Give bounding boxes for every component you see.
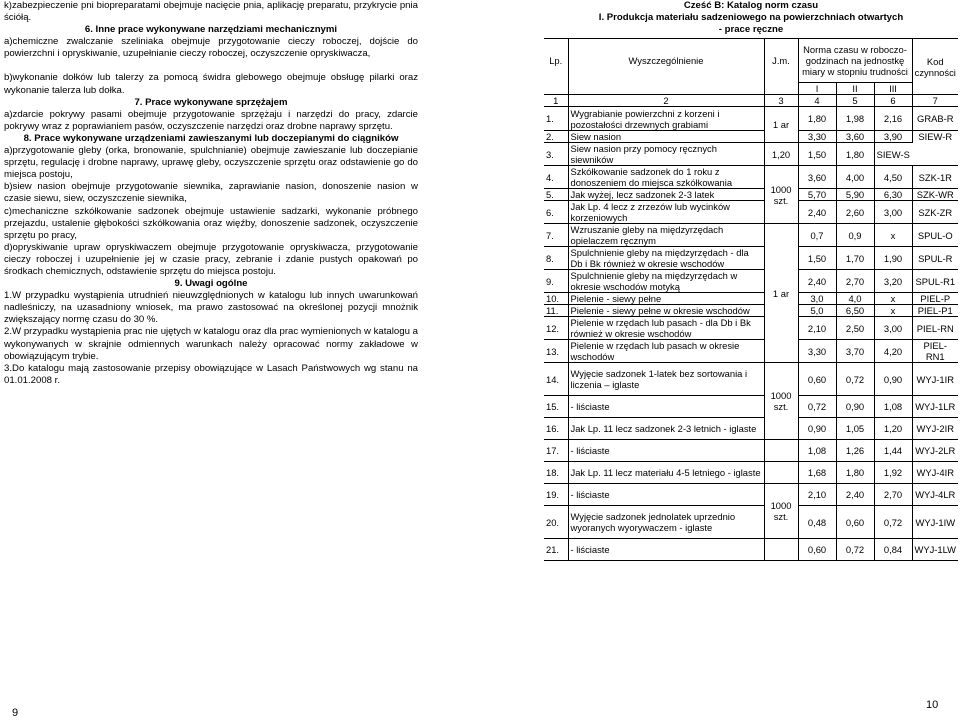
row-grade-3: 6,30 xyxy=(874,189,912,201)
row-grade-1: 0,72 xyxy=(798,396,836,418)
header-num-5: 5 xyxy=(836,95,874,107)
row-lp: 4. xyxy=(544,166,568,189)
row-grade-3: 0,90 xyxy=(874,363,912,396)
row-code: SZK-ZR xyxy=(912,201,958,224)
table-row xyxy=(544,418,958,440)
header-num-6: 6 xyxy=(874,95,912,107)
row-grade-3: x xyxy=(874,224,912,247)
row-grade-2: 2,60 xyxy=(836,201,874,224)
row-lp: 18. xyxy=(544,462,568,484)
header-grade-2: II xyxy=(836,83,874,95)
row-grade-2: 4,00 xyxy=(836,166,874,189)
row-description: Spulchnienie gleby na międzyrzędach w okresie wschodów motyką xyxy=(568,270,764,293)
item-marker: 3. xyxy=(4,362,13,374)
row-code: WYJ-1LR xyxy=(912,396,958,418)
row-grade-1: 3,30 xyxy=(798,340,836,363)
table-row xyxy=(544,462,958,484)
row-lp: 7. xyxy=(544,224,568,247)
row-grade-3: 2,70 xyxy=(874,484,912,506)
row-grade-1: 1,80 xyxy=(798,107,836,131)
row-grade-2: 5,90 xyxy=(836,189,874,201)
row-grade-1: 1,20 xyxy=(764,143,798,166)
table-row xyxy=(544,396,958,418)
row-grade-3: 3,90 xyxy=(874,131,912,143)
row-grade-1: 1,50 xyxy=(798,247,836,270)
table-row xyxy=(544,317,958,340)
item-text: W przypadku wystąpienia prac nie ujętych w katalogu oraz dla prac wymienionych w katalogu a wykonywanych w skrajnie odmiennych warunkach należy opracować normy zakładowe w obowiązującym trybie. xyxy=(4,326,418,362)
row-description: Jak Lp. 11 lecz sadzonek 2-3 letnich - iglaste xyxy=(568,418,764,440)
header-norm: Norma czasu w roboczo-godzinach na jednostkę miary w stopniu trudności xyxy=(798,39,912,83)
item-marker: b) xyxy=(4,72,13,84)
row-description: Spulchnienie gleby na międzyrzędach - dla Db i Bk również w okresie wschodów xyxy=(568,247,764,270)
paragraph xyxy=(4,109,418,133)
left-column-text xyxy=(4,0,418,387)
item-marker: d) xyxy=(4,241,13,253)
item-marker: a) xyxy=(4,108,13,120)
row-unit: 1000 szt. xyxy=(764,363,798,440)
table-row xyxy=(544,270,958,293)
row-grade-2: 3,60 xyxy=(836,131,874,143)
row-code: WYJ-2IR xyxy=(912,418,958,440)
row-grade-2: 0,9 xyxy=(836,224,874,247)
paragraph xyxy=(4,0,418,24)
row-description: Jak wyżej, lecz sadzonek 2-3 latek xyxy=(568,189,764,201)
row-code: SIEW-S xyxy=(874,143,912,166)
item-text: przygotowanie gleby (orka, bronowanie, spulchnianie) obejmuje zawieszanie lub doczepianie sprzętu, regulację i drobne naprawy, uprawę gleby, oczyszczenie sprzętu oraz odstawienie go do miejsca postoju, xyxy=(4,145,418,181)
header-kod: Kod czynności xyxy=(912,39,958,95)
row-grade-3: 4,50 xyxy=(874,166,912,189)
row-grade-1: 2,40 xyxy=(798,270,836,293)
item-marker: k) xyxy=(4,0,12,11)
row-code: SZK-WR xyxy=(912,189,958,201)
row-lp: 12. xyxy=(544,317,568,340)
row-unit xyxy=(764,539,798,561)
header-num-4: 4 xyxy=(798,95,836,107)
table-row xyxy=(544,224,958,247)
row-unit xyxy=(764,440,798,462)
row-grade-1: 3,60 xyxy=(798,166,836,189)
row-description: Siew nasion przy pomocy ręcznych siewników xyxy=(568,143,764,166)
page-number-right: 10 xyxy=(926,699,939,711)
paragraph xyxy=(4,290,418,326)
row-lp: 5. xyxy=(544,189,568,201)
table-row xyxy=(544,131,958,143)
table-row xyxy=(544,484,958,506)
header-grade-3: III xyxy=(874,83,912,95)
row-lp: 9. xyxy=(544,270,568,293)
row-description: Jak Lp. 4 lecz z zrzezów lub wycinków korzeniowych xyxy=(568,201,764,224)
row-grade-3: 1,20 xyxy=(874,418,912,440)
item-marker: c) xyxy=(4,205,12,217)
paragraph xyxy=(4,181,418,205)
row-description: Pielenie w rzędach lub pasach - dla Db i Bk również w okresie wschodów xyxy=(568,317,764,340)
row-lp: 11. xyxy=(544,305,568,317)
row-grade-1: 3,0 xyxy=(798,293,836,305)
header-jm: J.m. xyxy=(764,39,798,83)
row-lp: 16. xyxy=(544,418,568,440)
paragraph xyxy=(4,72,418,96)
section-heading: 8. Prace wykonywane urządzeniami zawieszanymi lub doczepianymi do ciągników xyxy=(23,132,399,144)
row-code: WYJ-4IR xyxy=(912,462,958,484)
item-marker: b) xyxy=(4,181,13,193)
paragraph xyxy=(4,326,418,362)
table-row xyxy=(544,166,958,189)
row-grade-2: 2,70 xyxy=(836,270,874,293)
row-grade-1: 2,10 xyxy=(798,317,836,340)
row-grade-1: 3,30 xyxy=(798,131,836,143)
item-text: Do katalogu mają zastosowanie przepisy obowiązujące w Lasach Państwowych wg stanu na 01.01.2008 r. xyxy=(4,362,418,386)
row-grade-2: 2,50 xyxy=(836,317,874,340)
item-text: zabezpieczenie pni biopreparatami obejmuje nacięcie pnia, aplikację preparatu, przykrycie pnia ściółą. xyxy=(4,0,418,24)
row-code: SPUL-O xyxy=(912,224,958,247)
row-grade-3: 3,00 xyxy=(874,317,912,340)
row-description: Wyjęcie sadzonek jednolatek uprzednio wyoranych wyorywaczem - iglaste xyxy=(568,506,764,539)
header-lp: Lp. xyxy=(544,39,568,83)
row-code: PIEL-P1 xyxy=(912,305,958,317)
row-description: Siew nasion xyxy=(568,131,764,143)
row-grade-3: 3,20 xyxy=(874,270,912,293)
row-lp: 17. xyxy=(544,440,568,462)
item-marker: 2. xyxy=(4,326,13,338)
row-code: PIEL-P xyxy=(912,293,958,305)
row-lp: 21. xyxy=(544,539,568,561)
row-grade-1: 0,90 xyxy=(798,418,836,440)
row-grade-3: x xyxy=(874,305,912,317)
table-row xyxy=(544,340,958,363)
catalog-subtitle-2: - prace ręczne xyxy=(718,24,784,35)
section-heading: 9. Uwagi ogólne xyxy=(174,278,248,290)
item-marker: 1. xyxy=(4,290,13,302)
table-row xyxy=(544,189,958,201)
row-code: SIEW-R xyxy=(912,131,958,143)
item-marker: a) xyxy=(4,36,13,48)
row-lp: 19. xyxy=(544,484,568,506)
row-grade-2: 1,50 xyxy=(798,143,836,166)
row-grade-3: 1,80 xyxy=(836,143,874,166)
row-grade-1: 0,48 xyxy=(798,506,836,539)
row-grade-1: 1,68 xyxy=(798,462,836,484)
row-grade-1: 5,0 xyxy=(798,305,836,317)
table-row xyxy=(544,293,958,305)
header-num-1: 1 xyxy=(544,95,568,107)
header-num-7: 7 xyxy=(912,95,958,107)
row-grade-2: 4,0 xyxy=(836,293,874,305)
row-description: - liściaste xyxy=(568,440,764,462)
item-text: zdarcie pokrywy pasami obejmuje przygotowanie sprzężaju i narzędzi do pracy, zdarcie pokrywy wraz z poprawianiem pasów, oczyszczenie narzędzi oraz drobne naprawy sprzętu. xyxy=(4,108,418,132)
row-grade-1: 2,10 xyxy=(798,484,836,506)
table-row xyxy=(544,247,958,270)
row-description: Szkółkowanie sadzonek do 1 roku z donoszeniem do miejsca szkółkowania xyxy=(568,166,764,189)
row-description: - liściaste xyxy=(568,396,764,418)
table-row xyxy=(544,305,958,317)
table-row xyxy=(544,506,958,539)
row-lp: 6. xyxy=(544,201,568,224)
row-unit: 1000 szt. xyxy=(764,484,798,539)
row-description: - liściaste xyxy=(568,484,764,506)
item-marker: a) xyxy=(4,145,13,157)
catalog-title: Cześć B: Katalog norm czasu xyxy=(683,0,819,11)
row-description: Jak Lp. 11 lecz materiału 4-5 letniego - iglaste xyxy=(568,462,764,484)
row-description: Pielenie - siewy pełne w okresie wschodów xyxy=(568,305,764,317)
item-text: chemiczne zwalczanie szeliniaka obejmuje przygotowanie cieczy roboczej, dojście do powierzchni i opryskiwanie, uzupełnianie cieczy roboczej, oczyszczenie opryskiwacza, xyxy=(4,36,418,60)
row-grade-2: 1,98 xyxy=(836,107,874,131)
row-description: Wzruszanie gleby na międzyrzędach opielaczem ręcznym xyxy=(568,224,764,247)
row-grade-2: 0,72 xyxy=(836,363,874,396)
row-grade-1: 0,60 xyxy=(798,539,836,561)
paragraph xyxy=(4,242,418,278)
section-heading: 7. Prace wykonywane sprzężajem xyxy=(134,96,288,108)
row-code: WYJ-1LW xyxy=(912,539,958,561)
row-unit: 1 ar xyxy=(764,107,798,143)
row-code: SPUL-R1 xyxy=(912,270,958,293)
row-grade-3: 4,20 xyxy=(874,340,912,363)
item-text: opryskiwanie upraw opryskiwaczem obejmuje przygotowanie opryskiwacza, przygotowanie cieczy roboczej i uzupełnienie jej w czasie pracy, zebranie i zdanie pustych opakowań po środkach chemicznych, odstawienie sprzętu do miejsca postoju. xyxy=(4,241,418,277)
row-lp: 15. xyxy=(544,396,568,418)
item-text: mechaniczne szkółkowanie sadzonek obejmuje ustawienie sadzarki, wykonanie próbnego przejazdu, ustalenie głębokości szkółkowania oraz więźby, donoszenie sadzonek, oczyszczenie sprzętu po pracy, xyxy=(4,205,418,241)
row-grade-3: x xyxy=(874,293,912,305)
row-grade-2: 1,05 xyxy=(836,418,874,440)
paragraph xyxy=(4,145,418,181)
row-code: WYJ-1IR xyxy=(912,363,958,396)
row-code: GRAB-R xyxy=(912,107,958,131)
header-num-2: 2 xyxy=(568,95,764,107)
paragraph xyxy=(4,363,418,387)
item-text: siew nasion obejmuje przygotowanie siewnika, zaprawianie nasion, donoszenie nasion w czasie siewu, siew, oczyszczenie siewnika, xyxy=(4,181,418,205)
catalog-subtitle: I. Produkcja materiału sadzeniowego na powierzchniach otwartych xyxy=(598,12,904,23)
row-lp: 2. xyxy=(544,131,568,143)
row-description: Pielenie w rzędach lub pasach w okresie wschodów xyxy=(568,340,764,363)
page-number-left: 9 xyxy=(12,707,19,719)
row-grade-2: 1,70 xyxy=(836,247,874,270)
header-num-3: 3 xyxy=(764,95,798,107)
row-grade-1: 2,40 xyxy=(798,201,836,224)
row-lp: 20. xyxy=(544,506,568,539)
row-lp: 8. xyxy=(544,247,568,270)
row-grade-3: 1,90 xyxy=(874,247,912,270)
row-grade-2: 3,70 xyxy=(836,340,874,363)
row-code: WYJ-4LR xyxy=(912,484,958,506)
row-grade-2: 1,26 xyxy=(836,440,874,462)
row-lp: 14. xyxy=(544,363,568,396)
row-unit xyxy=(764,462,798,484)
row-grade-1: 0,60 xyxy=(798,363,836,396)
norms-catalog xyxy=(544,0,958,561)
row-grade-3: 1,08 xyxy=(874,396,912,418)
row-grade-3: 0,72 xyxy=(874,506,912,539)
paragraph-gap xyxy=(4,60,418,72)
row-grade-2: 0,72 xyxy=(836,539,874,561)
row-grade-3: 3,00 xyxy=(874,201,912,224)
row-grade-3: 1,44 xyxy=(874,440,912,462)
paragraph xyxy=(4,36,418,60)
row-lp: 3. xyxy=(544,143,568,166)
header-desc: Wyszczególnienie xyxy=(568,39,764,83)
table-row xyxy=(544,440,958,462)
row-code: WYJ-2LR xyxy=(912,440,958,462)
row-grade-1: 5,70 xyxy=(798,189,836,201)
row-grade-1: 0,7 xyxy=(798,224,836,247)
paragraph xyxy=(4,206,418,242)
row-grade-3: 1,92 xyxy=(874,462,912,484)
row-code: SZK-1R xyxy=(912,166,958,189)
row-description: Wyjęcie sadzonek 1-latek bez sortowania i liczenia – iglaste xyxy=(568,363,764,396)
row-lp: 10. xyxy=(544,293,568,305)
row-grade-1: 1,08 xyxy=(798,440,836,462)
row-grade-3: 0,84 xyxy=(874,539,912,561)
row-description: Pielenie - siewy pełne xyxy=(568,293,764,305)
item-text: W przypadku wystąpienia utrudnień nieuwzględnionych w katalogu lub innych uwarunkowań nadleśniczy, na uzasadniony wniosek, ma prawo zastosować na określonej pozycji mnożnik zwiększający normę czasu do 30 %. xyxy=(4,290,418,326)
row-grade-2: 2,40 xyxy=(836,484,874,506)
row-code: PIEL-RN xyxy=(912,317,958,340)
row-grade-3: 2,16 xyxy=(874,107,912,131)
item-text: wykonanie dołków lub talerzy za pomocą świdra glebowego obejmuje obsługę pilarki oraz wykonanie talerza lub dołka. xyxy=(4,72,418,96)
table-row xyxy=(544,107,958,131)
section-heading: 6. Inne prace wykonywane narzędziami mechanicznymi xyxy=(84,24,338,36)
row-lp: 13. xyxy=(544,340,568,363)
row-grade-2: 1,80 xyxy=(836,462,874,484)
row-code: WYJ-1IW xyxy=(912,506,958,539)
row-unit: 1000 szt. xyxy=(764,166,798,224)
row-grade-2: 6,50 xyxy=(836,305,874,317)
table-row xyxy=(544,363,958,396)
row-code: SPUL-R xyxy=(912,247,958,270)
table-row xyxy=(544,539,958,561)
row-grade-2: 0,90 xyxy=(836,396,874,418)
row-code: PIEL-RN1 xyxy=(912,340,958,363)
norms-table xyxy=(544,38,958,561)
row-lp: 1. xyxy=(544,107,568,131)
row-description: Wygrabianie powierzchni z korzeni i pozostałości drzewnych grabiami xyxy=(568,107,764,131)
row-unit: 1 ar xyxy=(764,224,798,363)
row-description: - liściaste xyxy=(568,539,764,561)
table-row xyxy=(544,201,958,224)
row-grade-2: 0,60 xyxy=(836,506,874,539)
table-row xyxy=(544,143,958,166)
header-grade-1: I xyxy=(798,83,836,95)
